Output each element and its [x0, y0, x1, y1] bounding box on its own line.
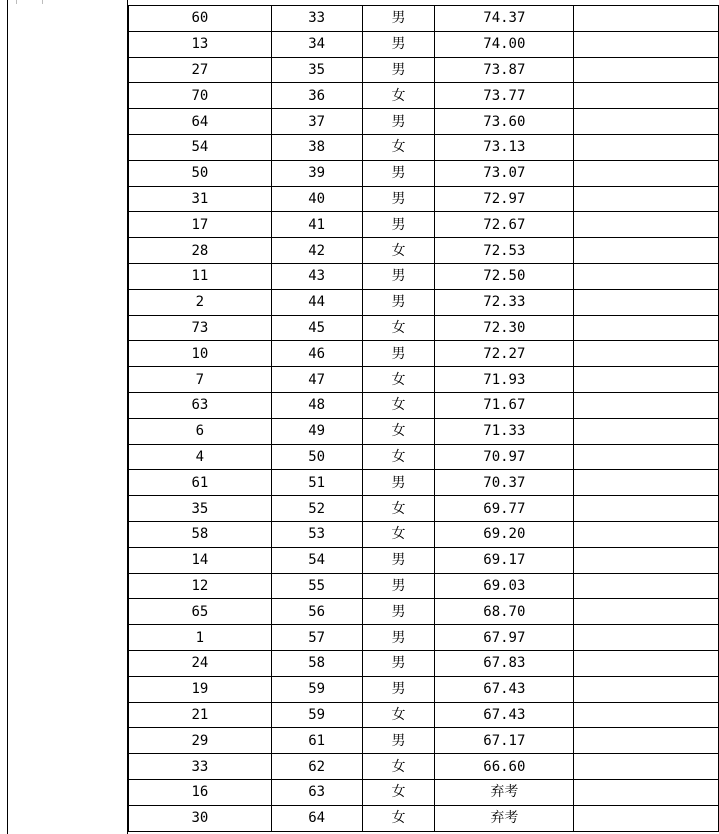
rank-cell: 53	[271, 521, 362, 547]
rank-cell: 63	[271, 779, 362, 805]
gender-cell: 男	[362, 212, 435, 238]
note-cell	[574, 6, 719, 32]
rank-cell: 33	[271, 6, 362, 32]
table-row	[129, 134, 719, 160]
gender-cell: 男	[362, 109, 435, 135]
table-row	[129, 444, 719, 470]
note-cell	[574, 547, 719, 573]
gender-cell: 女	[362, 392, 435, 418]
rank-cell: 41	[271, 212, 362, 238]
table-row	[129, 676, 719, 702]
candidate-number-cell: 16	[129, 779, 272, 805]
candidate-number-cell: 63	[129, 392, 272, 418]
candidate-number-cell: 54	[129, 134, 272, 160]
score-cell: 69.77	[435, 496, 574, 522]
candidate-number-cell: 1	[129, 625, 272, 651]
rank-cell: 43	[271, 263, 362, 289]
gender-cell: 男	[362, 341, 435, 367]
gender-cell: 女	[362, 134, 435, 160]
score-cell: 67.97	[435, 625, 574, 651]
score-cell: 72.27	[435, 341, 574, 367]
note-cell	[574, 573, 719, 599]
table-row	[129, 109, 719, 135]
table-row	[129, 805, 719, 831]
rank-cell: 48	[271, 392, 362, 418]
rank-cell: 59	[271, 702, 362, 728]
note-cell	[574, 521, 719, 547]
candidate-number-cell: 6	[129, 418, 272, 444]
table-row	[129, 31, 719, 57]
gender-cell: 女	[362, 238, 435, 264]
score-cell: 弃考	[435, 779, 574, 805]
table-row	[129, 212, 719, 238]
score-cell: 70.37	[435, 470, 574, 496]
rank-cell: 51	[271, 470, 362, 496]
candidate-number-cell: 73	[129, 315, 272, 341]
gender-cell: 男	[362, 57, 435, 83]
rank-cell: 59	[271, 676, 362, 702]
gender-cell: 男	[362, 6, 435, 32]
rank-cell: 40	[271, 186, 362, 212]
table-row	[129, 470, 719, 496]
table-row	[129, 160, 719, 186]
candidate-number-cell: 14	[129, 547, 272, 573]
rank-cell: 35	[271, 57, 362, 83]
gender-cell: 男	[362, 573, 435, 599]
gender-cell: 男	[362, 289, 435, 315]
note-cell	[574, 289, 719, 315]
rank-cell: 38	[271, 134, 362, 160]
score-table	[128, 5, 719, 832]
rank-cell: 50	[271, 444, 362, 470]
candidate-number-cell: 24	[129, 650, 272, 676]
candidate-number-cell: 60	[129, 6, 272, 32]
rank-cell: 54	[271, 547, 362, 573]
rank-cell: 39	[271, 160, 362, 186]
score-cell: 73.87	[435, 57, 574, 83]
score-cell: 74.37	[435, 6, 574, 32]
score-cell: 72.50	[435, 263, 574, 289]
candidate-number-cell: 2	[129, 289, 272, 315]
gender-cell: 男	[362, 160, 435, 186]
rank-cell: 64	[271, 805, 362, 831]
table-row	[129, 367, 719, 393]
score-cell: 69.17	[435, 547, 574, 573]
note-cell	[574, 31, 719, 57]
table-row	[129, 496, 719, 522]
score-cell: 70.97	[435, 444, 574, 470]
table-row	[129, 650, 719, 676]
note-cell	[574, 702, 719, 728]
rank-cell: 34	[271, 31, 362, 57]
gender-cell: 男	[362, 650, 435, 676]
gender-cell: 女	[362, 83, 435, 109]
rank-cell: 52	[271, 496, 362, 522]
candidate-number-cell: 19	[129, 676, 272, 702]
gender-cell: 男	[362, 728, 435, 754]
table-row	[129, 186, 719, 212]
note-cell	[574, 779, 719, 805]
score-cell: 73.13	[435, 134, 574, 160]
table-row	[129, 754, 719, 780]
score-cell: 67.43	[435, 702, 574, 728]
note-cell	[574, 57, 719, 83]
score-cell: 弃考	[435, 805, 574, 831]
candidate-number-cell: 28	[129, 238, 272, 264]
score-cell: 72.53	[435, 238, 574, 264]
gender-cell: 女	[362, 444, 435, 470]
gender-cell: 男	[362, 31, 435, 57]
rank-cell: 37	[271, 109, 362, 135]
note-cell	[574, 238, 719, 264]
note-cell	[574, 496, 719, 522]
table-row	[129, 418, 719, 444]
table-row	[129, 341, 719, 367]
table-row	[129, 573, 719, 599]
rank-cell: 45	[271, 315, 362, 341]
table-row	[129, 57, 719, 83]
gender-cell: 女	[362, 367, 435, 393]
candidate-number-cell: 4	[129, 444, 272, 470]
table-row	[129, 289, 719, 315]
candidate-number-cell: 50	[129, 160, 272, 186]
note-cell	[574, 315, 719, 341]
table-row	[129, 728, 719, 754]
rank-cell: 56	[271, 599, 362, 625]
table-row	[129, 702, 719, 728]
score-cell: 67.17	[435, 728, 574, 754]
candidate-number-cell: 13	[129, 31, 272, 57]
gender-cell: 女	[362, 754, 435, 780]
gender-cell: 男	[362, 599, 435, 625]
table-row	[129, 392, 719, 418]
candidate-number-cell: 12	[129, 573, 272, 599]
score-cell: 69.20	[435, 521, 574, 547]
table-row	[129, 238, 719, 264]
note-cell	[574, 805, 719, 831]
score-cell: 66.60	[435, 754, 574, 780]
table-row	[129, 779, 719, 805]
table-row	[129, 315, 719, 341]
rank-cell: 46	[271, 341, 362, 367]
score-cell: 72.67	[435, 212, 574, 238]
rank-cell: 36	[271, 83, 362, 109]
gender-cell: 女	[362, 702, 435, 728]
rank-cell: 62	[271, 754, 362, 780]
candidate-number-cell: 17	[129, 212, 272, 238]
rank-cell: 55	[271, 573, 362, 599]
score-cell: 72.97	[435, 186, 574, 212]
note-cell	[574, 367, 719, 393]
merged-group-cell	[7, 0, 128, 834]
note-cell	[574, 134, 719, 160]
candidate-number-cell: 35	[129, 496, 272, 522]
candidate-number-cell: 11	[129, 263, 272, 289]
score-cell: 67.43	[435, 676, 574, 702]
rank-cell: 47	[271, 367, 362, 393]
note-cell	[574, 599, 719, 625]
candidate-number-cell: 70	[129, 83, 272, 109]
candidate-number-cell: 29	[129, 728, 272, 754]
table-row	[129, 521, 719, 547]
gender-cell: 女	[362, 521, 435, 547]
gender-cell: 女	[362, 418, 435, 444]
score-cell: 72.33	[435, 289, 574, 315]
table-row	[129, 625, 719, 651]
rank-cell: 58	[271, 650, 362, 676]
score-cell: 69.03	[435, 573, 574, 599]
candidate-number-cell: 61	[129, 470, 272, 496]
gender-cell: 女	[362, 805, 435, 831]
table-row	[129, 599, 719, 625]
candidate-number-cell: 21	[129, 702, 272, 728]
gender-cell: 男	[362, 547, 435, 573]
candidate-number-cell: 33	[129, 754, 272, 780]
gender-cell: 男	[362, 625, 435, 651]
score-cell: 73.07	[435, 160, 574, 186]
note-cell	[574, 263, 719, 289]
rank-cell: 61	[271, 728, 362, 754]
note-cell	[574, 444, 719, 470]
rank-cell: 57	[271, 625, 362, 651]
score-cell: 71.67	[435, 392, 574, 418]
gender-cell: 男	[362, 470, 435, 496]
rank-cell: 42	[271, 238, 362, 264]
candidate-number-cell: 10	[129, 341, 272, 367]
candidate-number-cell: 30	[129, 805, 272, 831]
gender-cell: 男	[362, 186, 435, 212]
note-cell	[574, 418, 719, 444]
score-cell: 74.00	[435, 31, 574, 57]
score-cell: 71.33	[435, 418, 574, 444]
note-cell	[574, 341, 719, 367]
note-cell	[574, 754, 719, 780]
score-cell: 67.83	[435, 650, 574, 676]
rank-cell: 44	[271, 289, 362, 315]
score-cell: 72.30	[435, 315, 574, 341]
candidate-number-cell: 31	[129, 186, 272, 212]
note-cell	[574, 186, 719, 212]
note-cell	[574, 625, 719, 651]
candidate-number-cell: 65	[129, 599, 272, 625]
gender-cell: 女	[362, 315, 435, 341]
gender-cell: 男	[362, 263, 435, 289]
table-row	[129, 547, 719, 573]
note-cell	[574, 470, 719, 496]
candidate-number-cell: 7	[129, 367, 272, 393]
gender-cell: 女	[362, 496, 435, 522]
note-cell	[574, 160, 719, 186]
note-cell	[574, 650, 719, 676]
candidate-number-cell: 64	[129, 109, 272, 135]
gender-cell: 女	[362, 779, 435, 805]
score-table-body	[129, 6, 719, 832]
table-row	[129, 6, 719, 32]
note-cell	[574, 392, 719, 418]
gender-cell: 男	[362, 676, 435, 702]
note-cell	[574, 109, 719, 135]
score-cell: 73.60	[435, 109, 574, 135]
note-cell	[574, 83, 719, 109]
note-cell	[574, 676, 719, 702]
note-cell	[574, 728, 719, 754]
score-cell: 73.77	[435, 83, 574, 109]
note-cell	[574, 212, 719, 238]
score-cell: 71.93	[435, 367, 574, 393]
table-row	[129, 263, 719, 289]
rank-cell: 49	[271, 418, 362, 444]
candidate-number-cell: 27	[129, 57, 272, 83]
candidate-number-cell: 58	[129, 521, 272, 547]
score-cell: 68.70	[435, 599, 574, 625]
table-row	[129, 83, 719, 109]
